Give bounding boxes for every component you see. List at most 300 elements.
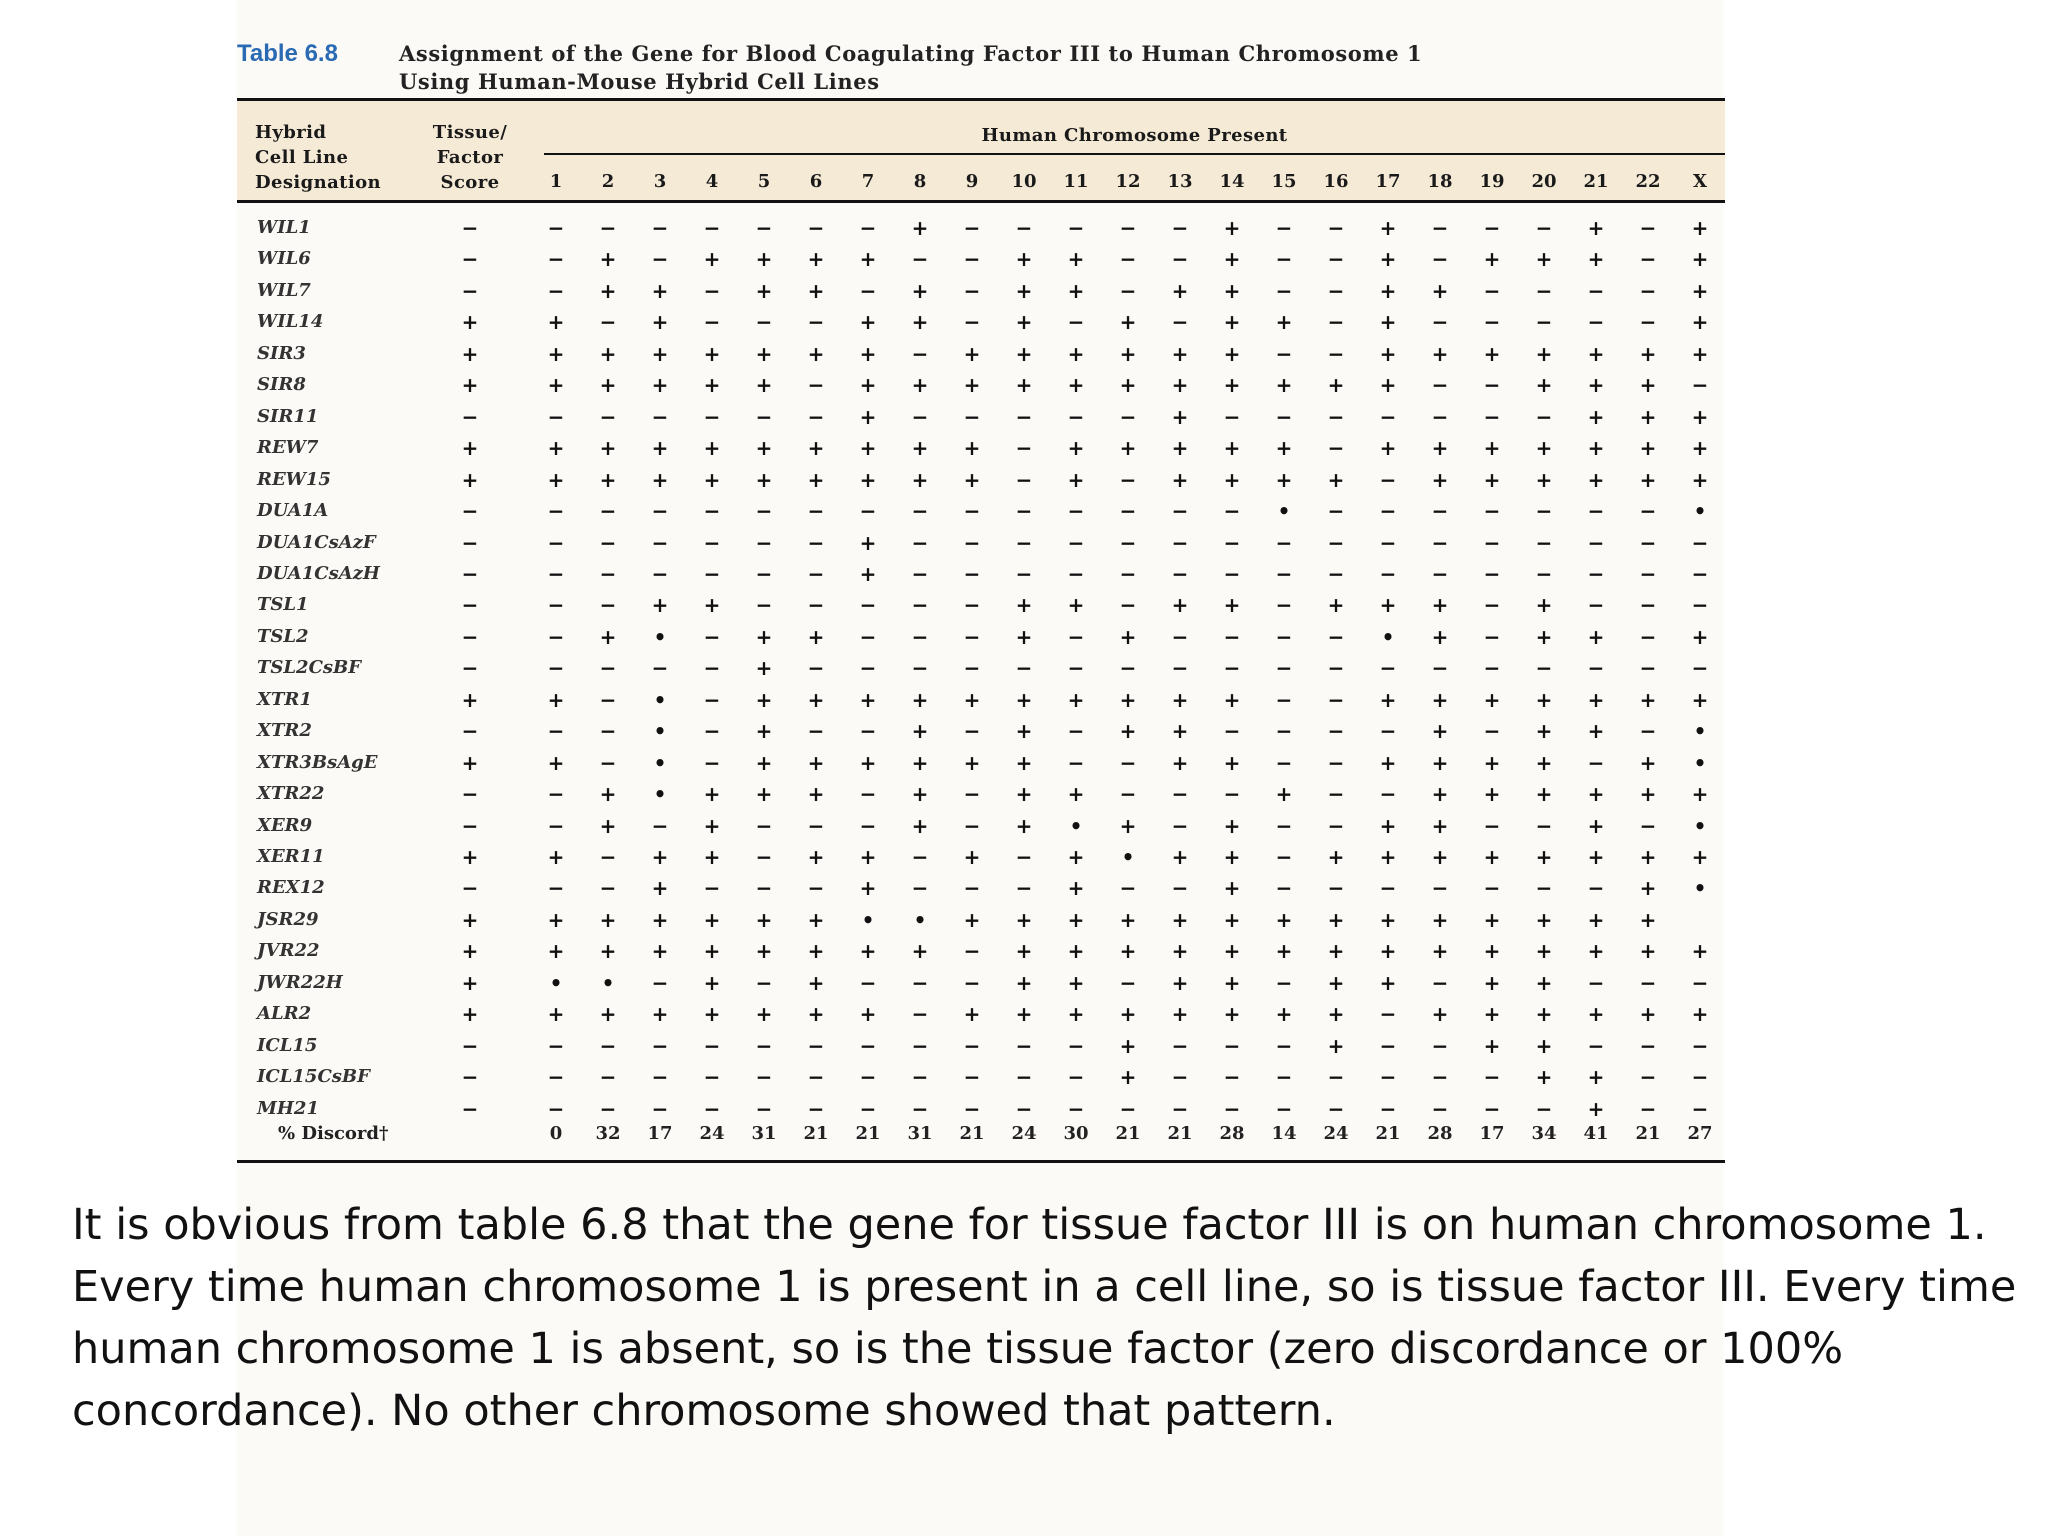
- chromosome-presence-cell: +: [755, 782, 773, 806]
- chromosome-presence-cell: +: [651, 436, 669, 460]
- chromosome-presence-cell: +: [599, 436, 617, 460]
- chromosome-presence-cell: −: [859, 656, 877, 680]
- chromosome-presence-cell: −: [1535, 562, 1553, 586]
- chromosome-presence-cell: −: [1587, 971, 1605, 995]
- chromosome-presence-cell: −: [1067, 719, 1085, 743]
- chromosome-presence-cell: +: [807, 279, 825, 303]
- chromosome-presence-cell: +: [1639, 688, 1657, 712]
- chromosome-presence-cell: +: [1639, 908, 1657, 932]
- chromosome-column-header: 22: [1635, 171, 1661, 192]
- chromosome-presence-cell: −: [911, 593, 929, 617]
- chromosome-presence-cell: +: [599, 342, 617, 366]
- chromosome-presence-cell: +: [1483, 908, 1501, 932]
- chromosome-column-header: 9: [965, 171, 979, 192]
- tissue-factor-score: −: [461, 719, 479, 743]
- chromosome-presence-cell: −: [1379, 876, 1397, 900]
- chromosome-presence-cell: −: [703, 625, 721, 649]
- chromosome-presence-cell: −: [1639, 562, 1657, 586]
- chromosome-presence-cell: −: [859, 1065, 877, 1089]
- chromosome-presence-cell: +: [963, 908, 981, 932]
- discord-percentage: 30: [1063, 1123, 1089, 1144]
- chromosome-presence-cell: +: [1587, 939, 1605, 963]
- paragraph-line: It is obvious from table 6.8 that the gene for tissue factor III is on human chromosome 1.: [72, 1200, 1987, 1250]
- chromosome-presence-cell: −: [859, 279, 877, 303]
- chromosome-presence-cell: +: [1535, 908, 1553, 932]
- chromosome-presence-cell: −: [1535, 216, 1553, 240]
- chromosome-presence-cell: −: [1327, 499, 1345, 523]
- chromosome-column-header: 4: [705, 171, 719, 192]
- tissue-factor-score: −: [461, 499, 479, 523]
- chromosome-presence-cell: +: [599, 908, 617, 932]
- chromosome-presence-cell: −: [599, 531, 617, 555]
- chromosome-presence-cell: −: [1483, 499, 1501, 523]
- chromosome-presence-cell: +: [1691, 688, 1709, 712]
- cell-line-name: TSL2CsBF: [257, 657, 362, 678]
- chromosome-presence-cell: −: [651, 562, 669, 586]
- chromosome-presence-cell: −: [1327, 279, 1345, 303]
- hybrid-header-line: Designation: [255, 172, 382, 193]
- score-column-header: [428, 120, 512, 195]
- chromosome-presence-cell: +: [1639, 845, 1657, 869]
- chromosome-presence-cell: −: [1275, 719, 1293, 743]
- cell-line-name: SIR8: [257, 374, 306, 395]
- chromosome-presence-cell: +: [1587, 688, 1605, 712]
- chromosome-presence-cell: +: [1587, 782, 1605, 806]
- tissue-factor-score: +: [461, 373, 479, 397]
- chromosome-presence-cell: −: [807, 310, 825, 334]
- chromosome-presence-cell: +: [1639, 751, 1657, 775]
- chromosome-presence-cell: −: [1223, 719, 1241, 743]
- chromosome-presence-cell: +: [1639, 782, 1657, 806]
- chromosome-presence-cell: −: [1431, 499, 1449, 523]
- chromosome-presence-cell: −: [1639, 719, 1657, 743]
- chromosome-presence-cell: −: [911, 1002, 929, 1026]
- tissue-factor-score: −: [461, 279, 479, 303]
- chromosome-presence-cell: −: [1223, 1034, 1241, 1058]
- chromosome-presence-cell: −: [911, 845, 929, 869]
- chromosome-presence-cell: +: [1119, 373, 1137, 397]
- chromosome-presence-cell: +: [1223, 247, 1241, 271]
- chromosome-presence-cell: −: [1327, 247, 1345, 271]
- chromosome-presence-cell: −: [703, 216, 721, 240]
- chromosome-presence-cell: −: [1639, 1034, 1657, 1058]
- chromosome-presence-cell: +: [963, 688, 981, 712]
- chromosome-presence-cell: −: [1275, 405, 1293, 429]
- cell-line-name: ALR2: [257, 1003, 312, 1024]
- chromosome-presence-cell: +: [1171, 468, 1189, 492]
- chromosome-presence-cell: +: [1639, 939, 1657, 963]
- chromosome-presence-cell: +: [1379, 342, 1397, 366]
- chromosome-presence-cell: −: [1275, 971, 1293, 995]
- chromosome-presence-cell: −: [703, 688, 721, 712]
- chromosome-presence-cell: +: [1587, 625, 1605, 649]
- chromosome-presence-cell: −: [1639, 1097, 1657, 1121]
- chromosome-presence-cell: +: [1067, 373, 1085, 397]
- chromosome-presence-cell: −: [651, 247, 669, 271]
- chromosome-presence-cell: −: [1379, 656, 1397, 680]
- chromosome-presence-cell: +: [1015, 688, 1033, 712]
- chromosome-presence-cell: +: [651, 373, 669, 397]
- chromosome-presence-cell: +: [755, 247, 773, 271]
- chromosome-presence-cell: +: [807, 939, 825, 963]
- chromosome-presence-cell: +: [1119, 436, 1137, 460]
- chromosome-presence-cell: +: [859, 531, 877, 555]
- chromosome-presence-cell: +: [1431, 939, 1449, 963]
- chromosome-presence-cell: −: [963, 1034, 981, 1058]
- chromosome-presence-cell: −: [807, 1034, 825, 1058]
- chromosome-presence-cell: +: [1483, 436, 1501, 460]
- chromosome-presence-cell: −: [1535, 656, 1553, 680]
- chromosome-presence-cell: −: [1275, 1097, 1293, 1121]
- chromosome-presence-cell: +: [1431, 688, 1449, 712]
- chromosome-presence-cell: −: [1327, 782, 1345, 806]
- chromosome-presence-cell: +: [1067, 468, 1085, 492]
- chromosome-presence-cell: +: [963, 436, 981, 460]
- discord-percentage: 31: [751, 1123, 777, 1144]
- chromosome-presence-cell: −: [1327, 719, 1345, 743]
- chromosome-presence-cell: −: [807, 1065, 825, 1089]
- chromosome-presence-cell: +: [1171, 405, 1189, 429]
- chromosome-column-header: 10: [1011, 171, 1037, 192]
- chromosome-presence-cell: +: [651, 593, 669, 617]
- tissue-factor-score: −: [461, 782, 479, 806]
- chromosome-presence-cell: +: [755, 751, 773, 775]
- score-header-line: Tissue/: [432, 122, 508, 143]
- chromosome-presence-cell: +: [599, 782, 617, 806]
- chromosome-presence-cell: +: [1483, 468, 1501, 492]
- tissue-factor-score: −: [461, 531, 479, 555]
- chromosome-column-header: 5: [757, 171, 771, 192]
- chromosome-presence-cell: +: [755, 656, 773, 680]
- chromosome-presence-cell: +: [1691, 468, 1709, 492]
- chromosome-presence-cell: −: [1379, 499, 1397, 523]
- tissue-factor-score: −: [461, 593, 479, 617]
- chromosome-presence-cell: −: [547, 247, 565, 271]
- chromosome-presence-cell: −: [651, 531, 669, 555]
- chromosome-presence-cell: −: [1639, 593, 1657, 617]
- chromosome-presence-cell: +: [1171, 688, 1189, 712]
- chromosome-presence-cell: −: [1639, 656, 1657, 680]
- cell-line-name: MH21: [257, 1098, 319, 1119]
- chromosome-presence-cell: +: [1379, 310, 1397, 334]
- chromosome-presence-cell: +: [1119, 688, 1137, 712]
- chromosome-presence-cell: −: [1015, 1034, 1033, 1058]
- chromosome-presence-cell: −: [1327, 310, 1345, 334]
- chromosome-presence-cell: +: [1275, 310, 1293, 334]
- chromosome-presence-cell: −: [1171, 782, 1189, 806]
- chromosome-presence-cell: +: [547, 845, 565, 869]
- chromosome-presence-cell: −: [755, 971, 773, 995]
- chromosome-presence-cell: −: [1275, 342, 1293, 366]
- chromosome-column-header: 8: [913, 171, 927, 192]
- chromosome-presence-cell: −: [547, 531, 565, 555]
- chromosome-presence-cell: −: [1431, 405, 1449, 429]
- chromosome-presence-cell: −: [1119, 216, 1137, 240]
- discord-percentage: 21: [803, 1123, 829, 1144]
- chromosome-presence-cell: −: [1431, 656, 1449, 680]
- chromosome-presence-cell: +: [1379, 373, 1397, 397]
- chromosome-presence-cell: −: [1587, 593, 1605, 617]
- chromosome-presence-cell: +: [1223, 310, 1241, 334]
- chromosome-presence-cell: +: [1015, 247, 1033, 271]
- chromosome-presence-cell: −: [1431, 1065, 1449, 1089]
- chromosome-presence-cell: −: [1379, 1065, 1397, 1089]
- discord-percentage: 27: [1687, 1123, 1713, 1144]
- chromosome-presence-cell: −: [1691, 531, 1709, 555]
- chromosome-presence-cell: −: [1275, 845, 1293, 869]
- chromosome-presence-cell: +: [1639, 1002, 1657, 1026]
- chromosome-presence-cell: +: [1327, 845, 1345, 869]
- chromosome-presence-cell: +: [755, 436, 773, 460]
- chromosome-presence-cell: +: [1483, 1002, 1501, 1026]
- chromosome-presence-cell: +: [1223, 845, 1241, 869]
- chromosome-presence-cell: −: [911, 531, 929, 555]
- chromosome-column-header: 12: [1115, 171, 1141, 192]
- chromosome-presence-cell: +: [1483, 971, 1501, 995]
- chromosome-presence-cell: +: [1535, 845, 1553, 869]
- chromosome-presence-cell: +: [651, 876, 669, 900]
- chromosome-presence-cell: +: [1535, 1034, 1553, 1058]
- chromosome-presence-cell: −: [547, 216, 565, 240]
- chromosome-presence-cell: −: [599, 593, 617, 617]
- chromosome-presence-cell: −: [599, 405, 617, 429]
- chromosome-presence-cell: −: [1275, 1065, 1293, 1089]
- cell-line-name: XER9: [257, 815, 313, 836]
- chromosome-presence-cell: •: [653, 751, 667, 775]
- chromosome-presence-cell: −: [1223, 782, 1241, 806]
- chromosome-presence-cell: −: [911, 342, 929, 366]
- chromosome-presence-cell: −: [599, 1034, 617, 1058]
- chromosome-presence-cell: −: [1223, 656, 1241, 680]
- chromosome-presence-cell: −: [1327, 876, 1345, 900]
- cell-line-name: ICL15: [257, 1035, 318, 1056]
- chromosome-presence-cell: −: [807, 593, 825, 617]
- chromosome-presence-cell: −: [755, 531, 773, 555]
- chromosome-presence-cell: −: [1431, 373, 1449, 397]
- tissue-factor-score: −: [461, 405, 479, 429]
- chromosome-presence-cell: +: [1535, 373, 1553, 397]
- chromosome-presence-cell: •: [653, 782, 667, 806]
- paragraph-line: concordance). No other chromosome showed that pattern.: [72, 1386, 1336, 1436]
- chromosome-presence-cell: −: [1431, 562, 1449, 586]
- chromosome-presence-cell: +: [703, 373, 721, 397]
- chromosome-presence-cell: +: [1587, 719, 1605, 743]
- tissue-factor-score: +: [461, 971, 479, 995]
- discord-percentage: 34: [1531, 1123, 1557, 1144]
- chromosome-presence-cell: −: [1067, 1065, 1085, 1089]
- chromosome-presence-cell: −: [859, 971, 877, 995]
- chromosome-presence-cell: +: [1015, 625, 1033, 649]
- chromosome-presence-cell: +: [1587, 1002, 1605, 1026]
- cell-line-name: XTR2: [257, 720, 312, 741]
- chromosome-column-header: 20: [1531, 171, 1557, 192]
- chromosome-presence-cell: +: [1587, 814, 1605, 838]
- chromosome-presence-cell: +: [859, 751, 877, 775]
- chromosome-presence-cell: −: [1171, 531, 1189, 555]
- chromosome-presence-cell: +: [1223, 468, 1241, 492]
- chromosome-presence-cell: +: [859, 247, 877, 271]
- chromosome-presence-cell: −: [1327, 688, 1345, 712]
- chromosome-presence-cell: +: [599, 279, 617, 303]
- chromosome-presence-cell: −: [1483, 876, 1501, 900]
- chromosome-presence-cell: −: [1171, 216, 1189, 240]
- chromosome-presence-cell: −: [1327, 656, 1345, 680]
- chromosome-presence-cell: +: [1535, 436, 1553, 460]
- chromosome-presence-cell: −: [1431, 310, 1449, 334]
- chromosome-presence-cell: +: [1171, 1002, 1189, 1026]
- chromosome-presence-cell: +: [599, 1002, 617, 1026]
- discord-row-label: % Discord†: [278, 1123, 389, 1144]
- chromosome-presence-cell: −: [1223, 625, 1241, 649]
- chromosome-presence-cell: +: [1691, 845, 1709, 869]
- chromosome-presence-cell: +: [911, 468, 929, 492]
- tissue-factor-score: −: [461, 1065, 479, 1089]
- chromosome-presence-cell: +: [1015, 593, 1033, 617]
- chromosome-column-header: 14: [1219, 171, 1245, 192]
- chromosome-presence-cell: −: [547, 719, 565, 743]
- chromosome-presence-cell: •: [1693, 814, 1707, 838]
- chromosome-presence-cell: +: [1275, 436, 1293, 460]
- chromosome-presence-cell: +: [547, 688, 565, 712]
- chromosome-presence-cell: +: [1327, 939, 1345, 963]
- chromosome-presence-cell: +: [1691, 342, 1709, 366]
- chromosome-presence-cell: −: [807, 531, 825, 555]
- chromosome-presence-cell: −: [911, 1034, 929, 1058]
- chromosome-presence-cell: +: [1587, 908, 1605, 932]
- tissue-factor-score: −: [461, 216, 479, 240]
- chromosome-presence-cell: +: [651, 342, 669, 366]
- chromosome-presence-cell: +: [859, 405, 877, 429]
- chromosome-presence-cell: −: [599, 845, 617, 869]
- chromosome-presence-cell: −: [651, 499, 669, 523]
- chromosome-presence-cell: −: [1639, 310, 1657, 334]
- chromosome-presence-cell: +: [1223, 436, 1241, 460]
- chromosome-presence-cell: −: [1223, 562, 1241, 586]
- chromosome-presence-cell: −: [1275, 1034, 1293, 1058]
- discord-percentage: 32: [595, 1123, 621, 1144]
- chromosome-presence-cell: +: [1327, 593, 1345, 617]
- chromosome-presence-cell: +: [1379, 971, 1397, 995]
- chromosome-presence-cell: •: [861, 908, 875, 932]
- chromosome-presence-cell: +: [1535, 751, 1553, 775]
- chromosome-presence-cell: +: [1223, 939, 1241, 963]
- chromosome-presence-cell: −: [963, 656, 981, 680]
- chromosome-presence-cell: +: [1171, 719, 1189, 743]
- cell-line-name: XTR1: [257, 689, 312, 710]
- tissue-factor-score: +: [461, 908, 479, 932]
- chromosome-presence-cell: +: [1015, 939, 1033, 963]
- chromosome-presence-cell: −: [651, 405, 669, 429]
- spanner-rule: [544, 153, 1725, 155]
- chromosome-presence-cell: +: [1015, 1002, 1033, 1026]
- chromosome-presence-cell: +: [1223, 814, 1241, 838]
- chromosome-presence-cell: −: [1119, 593, 1137, 617]
- chromosome-presence-cell: +: [1171, 342, 1189, 366]
- chromosome-presence-cell: −: [1639, 531, 1657, 555]
- chromosome-presence-cell: −: [651, 814, 669, 838]
- table-number: Table 6.8: [237, 40, 338, 67]
- chromosome-presence-cell: +: [963, 751, 981, 775]
- chromosome-presence-cell: −: [911, 656, 929, 680]
- chromosome-column-header: 19: [1479, 171, 1505, 192]
- chromosome-presence-cell: +: [1119, 1002, 1137, 1026]
- chromosome-presence-cell: −: [1327, 531, 1345, 555]
- chromosome-presence-cell: +: [703, 1002, 721, 1026]
- chromosome-presence-cell: +: [1223, 688, 1241, 712]
- chromosome-presence-cell: +: [1015, 279, 1033, 303]
- chromosome-presence-cell: +: [1067, 279, 1085, 303]
- chromosome-presence-cell: −: [1691, 1065, 1709, 1089]
- tissue-factor-score: +: [461, 436, 479, 460]
- chromosome-presence-cell: −: [1275, 247, 1293, 271]
- chromosome-presence-cell: +: [807, 468, 825, 492]
- chromosome-presence-cell: +: [651, 908, 669, 932]
- chromosome-presence-cell: +: [547, 908, 565, 932]
- chromosome-presence-cell: −: [1587, 751, 1605, 775]
- chromosome-presence-cell: −: [1535, 405, 1553, 429]
- chromosome-presence-cell: −: [1691, 593, 1709, 617]
- chromosome-presence-cell: −: [807, 499, 825, 523]
- discord-percentage: 21: [1167, 1123, 1193, 1144]
- chromosome-presence-cell: +: [1691, 247, 1709, 271]
- cell-line-name: WIL7: [257, 280, 311, 301]
- chromosome-presence-cell: −: [1535, 1097, 1553, 1121]
- chromosome-presence-cell: −: [547, 499, 565, 523]
- chromosome-presence-cell: +: [547, 310, 565, 334]
- chromosome-presence-cell: +: [1587, 436, 1605, 460]
- chromosome-presence-cell: +: [651, 468, 669, 492]
- chromosome-presence-cell: +: [1483, 1034, 1501, 1058]
- chromosome-presence-cell: +: [963, 342, 981, 366]
- chromosome-presence-cell: −: [1587, 499, 1605, 523]
- chromosome-presence-cell: −: [703, 405, 721, 429]
- chromosome-presence-cell: +: [599, 814, 617, 838]
- chromosome-presence-cell: −: [547, 656, 565, 680]
- chromosome-presence-cell: −: [859, 1034, 877, 1058]
- chromosome-column-header: 6: [809, 171, 823, 192]
- chromosome-presence-cell: −: [1379, 1002, 1397, 1026]
- chromosome-presence-cell: −: [703, 1097, 721, 1121]
- chromosome-presence-cell: +: [1015, 719, 1033, 743]
- hybrid-header-line: Cell Line: [255, 147, 349, 168]
- chromosome-column-header: X: [1693, 171, 1707, 192]
- tissue-factor-score: −: [461, 562, 479, 586]
- chromosome-presence-cell: −: [1327, 436, 1345, 460]
- chromosome-presence-cell: +: [1587, 845, 1605, 869]
- chromosome-presence-cell: +: [911, 436, 929, 460]
- chromosome-presence-cell: −: [1015, 436, 1033, 460]
- chromosome-presence-cell: +: [703, 247, 721, 271]
- chromosome-presence-cell: +: [859, 1002, 877, 1026]
- chromosome-presence-cell: •: [653, 625, 667, 649]
- cell-line-name: DUA1CsAzF: [257, 532, 376, 553]
- chromosome-presence-cell: +: [807, 908, 825, 932]
- chromosome-presence-cell: −: [1067, 405, 1085, 429]
- chromosome-presence-cell: −: [1639, 814, 1657, 838]
- chromosome-presence-cell: −: [755, 216, 773, 240]
- chromosome-presence-cell: •: [1693, 751, 1707, 775]
- chromosome-presence-cell: −: [911, 247, 929, 271]
- chromosome-presence-cell: −: [1275, 531, 1293, 555]
- chromosome-presence-cell: +: [755, 1002, 773, 1026]
- chromosome-presence-cell: −: [859, 782, 877, 806]
- chromosome-presence-cell: −: [1587, 1034, 1605, 1058]
- chromosome-presence-cell: +: [911, 939, 929, 963]
- chromosome-presence-cell: +: [703, 782, 721, 806]
- chromosome-presence-cell: −: [1691, 971, 1709, 995]
- chromosome-presence-cell: −: [1483, 1065, 1501, 1089]
- chromosome-presence-cell: +: [755, 939, 773, 963]
